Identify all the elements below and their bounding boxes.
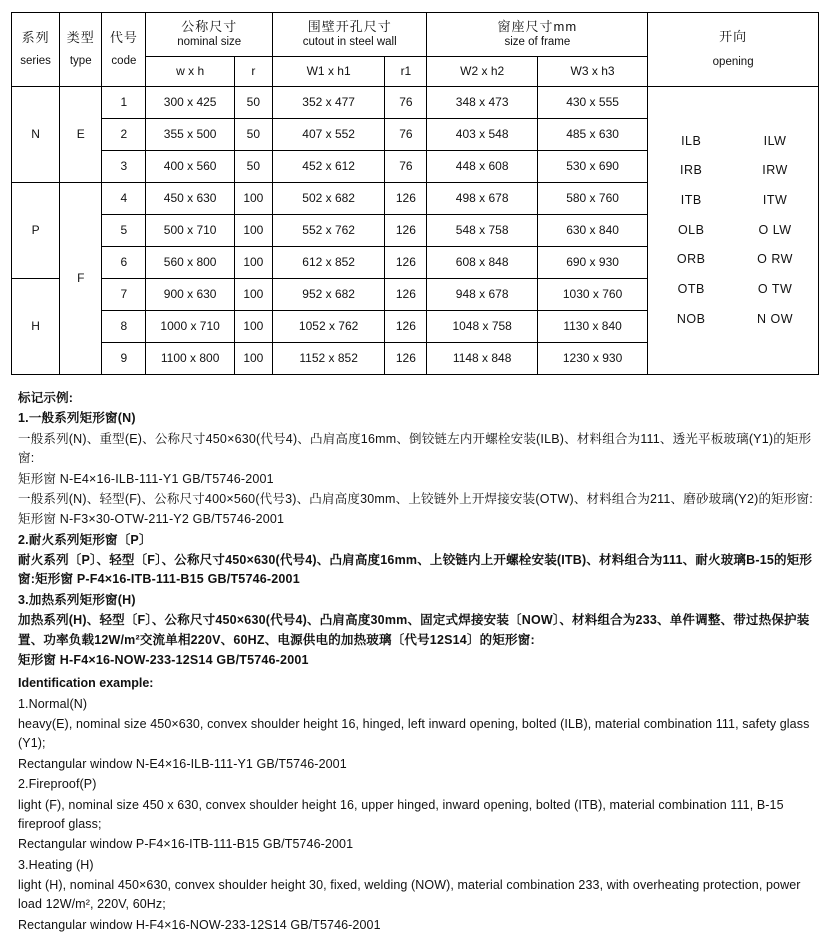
opening-code-left: NOB [676,311,706,326]
cell-cutout-r1: 126 [385,183,427,215]
cell-frame-w3h3: 1230 x 930 [537,343,647,375]
cell-nominal-r: 50 [234,151,272,183]
opening-code-row [649,223,817,239]
note-en-line: Rectangular window N-E4×16-ILB-111-Y1 GB/T5746-2001 [18,756,347,771]
opening-code-right: IRW [762,163,788,178]
cell-nominal-r: 50 [234,119,272,151]
cell-cutout-w1h1: 1052 x 762 [272,311,384,343]
cell-nominal-r: 100 [234,215,272,247]
cell-frame-w3h3: 530 x 690 [537,151,647,183]
cell-cutout-w1h1: 452 x 612 [272,151,384,183]
cell-cutout-r1: 126 [385,215,427,247]
header-series-en: series [20,55,51,68]
cell-cutout-w1h1: 407 x 552 [272,119,384,151]
cell-nominal-wh: 450 x 630 [146,183,234,215]
note-en-line: heavy(E), nominal size 450×630, convex shoulder height 16, hinged, left inward opening, bolted (ILB), material combination 111, safety glass (Y1); [18,717,810,751]
cell-nominal-r: 100 [234,343,272,375]
cell-code: 7 [102,279,146,311]
header-series-cn: 系列 [21,30,50,46]
table-header-row-top [12,13,819,57]
opening-code-left: ILB [681,133,702,148]
note-cn-line: 矩形窗 N-E4×16-ILB-111-Y1 GB/T5746-2001 [18,471,274,486]
cell-code: 6 [102,247,146,279]
cell-code: 4 [102,183,146,215]
header-series [12,13,60,87]
cell-cutout-r1: 76 [385,119,427,151]
opening-code-right: ILW [763,133,787,148]
cell-code: 5 [102,215,146,247]
cell-cutout-r1: 76 [385,87,427,119]
cell-nominal-wh: 900 x 630 [146,279,234,311]
note-cn-line: 一般系列(N)、轻型(F)、公称尺寸400×560(代号3)、凸肩高度30mm、上铰链外上开焊接安装(OTW)、材料组合为211、磨砂玻璃(Y2)的矩形窗: [18,491,813,506]
note-en-line: light (F), nominal size 450 x 630, convex shoulder height 16, upper hinged, inward opening, bolted (ITB), material combination 111, B-15 fireproof glass; [18,797,784,831]
cell-frame-w3h3: 1130 x 840 [537,311,647,343]
cell-frame-w3h3: 1030 x 760 [537,279,647,311]
note-en-line: 1.Normal(N) [18,696,88,711]
header-type-cn: 类型 [66,30,95,46]
cell-nominal-r: 100 [234,311,272,343]
cell-type-e: E [60,87,102,183]
cell-nominal-wh: 400 x 560 [146,151,234,183]
cell-nominal-r: 100 [234,247,272,279]
cell-type-f: F [60,183,102,375]
cell-frame-w2h2: 498 x 678 [427,183,537,215]
cell-frame-w2h2: 403 x 548 [427,119,537,151]
cell-nominal-r: 100 [234,279,272,311]
opening-code-right: O LW [758,222,792,237]
notes-section [18,389,816,935]
header-cutout-cn: 围壁开孔尺寸 [307,19,392,35]
cell-code: 2 [102,119,146,151]
cell-cutout-r1: 76 [385,151,427,183]
cell-frame-w3h3: 430 x 555 [537,87,647,119]
cell-frame-w2h2: 608 x 848 [427,247,537,279]
cell-cutout-w1h1: 612 x 852 [272,247,384,279]
note-cn-line: 一般系列(N)、重型(E)、公称尺寸450×630(代号4)、凸肩高度16mm、倒铰链左内开螺栓安装(ILB)、材料组合为111、透光平板玻璃(Y1)的矩形窗: [18,431,812,466]
header-code [102,13,146,87]
header-nominal-en: nominal size [177,36,242,49]
cell-nominal-wh: 500 x 710 [146,215,234,247]
table-row [12,87,819,119]
header-frame-en: size of frame [504,36,571,49]
header-code-en: code [111,55,137,68]
header-nominal-cn: 公称尺寸 [181,19,238,35]
cell-cutout-w1h1: 1152 x 852 [272,343,384,375]
header-frame-w2h2: W2 x h2 [427,57,537,87]
cell-opening-codes [648,87,819,375]
cell-frame-w3h3: 630 x 840 [537,215,647,247]
note-cn-line: 矩形窗 N-F3×30-OTW-211-Y2 GB/T5746-2001 [18,512,285,527]
cell-cutout-r1: 126 [385,247,427,279]
opening-code-right: O TW [757,281,793,296]
identification-example-title: Identification example: [18,676,154,691]
note-en-line: 3.Heating (H) [18,857,94,872]
notes-title-cn: 标记示例: [18,391,74,405]
opening-code-left: IRB [680,163,703,178]
cell-frame-w3h3: 485 x 630 [537,119,647,151]
cell-frame-w2h2: 948 x 678 [427,279,537,311]
header-code-cn: 代号 [109,30,138,46]
cell-nominal-r: 50 [234,87,272,119]
header-frame-w3h3: W3 x h3 [537,57,647,87]
opening-code-right: O RW [757,252,793,267]
opening-code-row [649,252,817,268]
note-cn-line: 矩形窗 H-F4×16-NOW-233-12S14 GB/T5746-2001 [18,652,309,667]
cell-series-h: H [12,279,60,375]
header-cutout [272,13,427,57]
header-cutout-r1: r1 [385,57,427,87]
opening-code-row [649,312,817,328]
opening-code-row [649,282,817,298]
cell-cutout-r1: 126 [385,343,427,375]
cell-code: 3 [102,151,146,183]
cell-cutout-w1h1: 552 x 762 [272,215,384,247]
opening-code-left: OLB [677,222,705,237]
note-cn-line: 耐火系列〔P〕、轻型〔F〕、公称尺寸450×630(代号4)、凸肩高度16mm、上铰链内上开螺栓安装(ITB)、材料组合为111、耐火玻璃B-15的矩形窗:矩形窗 P-F4×16-ITB-111-B15 GB/T5746-2001 [18,553,813,587]
cell-cutout-w1h1: 502 x 682 [272,183,384,215]
header-opening [648,13,819,87]
cell-frame-w2h2: 348 x 473 [427,87,537,119]
opening-code-row [649,134,817,150]
header-nominal-wh: w x h [146,57,234,87]
cell-nominal-wh: 355 x 500 [146,119,234,151]
note-cn-line: 2.耐火系列矩形窗〔P〕 [18,532,152,547]
header-cutout-w1h1: W1 x h1 [272,57,384,87]
cell-code: 8 [102,311,146,343]
cell-nominal-r: 100 [234,183,272,215]
header-cutout-en: cutout in steel wall [302,36,397,49]
cell-nominal-wh: 1100 x 800 [146,343,234,375]
header-type [60,13,102,87]
cell-code: 1 [102,87,146,119]
cell-code: 9 [102,343,146,375]
cell-frame-w3h3: 690 x 930 [537,247,647,279]
cell-cutout-r1: 126 [385,311,427,343]
header-nominal-r: r [234,57,272,87]
cell-nominal-wh: 560 x 800 [146,247,234,279]
opening-code-right: N OW [757,311,794,326]
header-frame-cn: 窗座尺寸mm [497,19,578,35]
note-cn-line: 3.加热系列矩形窗(H) [18,592,136,607]
cell-series-p: P [12,183,60,279]
opening-code-row [649,163,817,179]
header-frame [427,13,648,57]
header-opening-en: opening [712,56,754,69]
header-type-en: type [69,55,92,68]
opening-code-left: ITB [680,193,702,208]
note-en-line: Rectangular window P-F4×16-ITB-111-B15 GB/T5746-2001 [18,837,354,852]
note-en-line: 2.Fireproof(P) [18,777,97,792]
opening-code-left: ORB [676,252,706,267]
cell-frame-w2h2: 1148 x 848 [427,343,537,375]
header-nominal [146,13,272,57]
note-en-line: Rectangular window H-F4×16-NOW-233-12S14 GB/T5746-2001 [18,917,381,932]
opening-code-right: ITW [762,193,788,208]
cell-frame-w2h2: 548 x 758 [427,215,537,247]
cell-series-n: N [12,87,60,183]
cell-cutout-w1h1: 952 x 682 [272,279,384,311]
cell-cutout-w1h1: 352 x 477 [272,87,384,119]
note-en-line: light (H), nominal 450×630, convex shoulder height 30, fixed, welding (NOW), material combination 233, with overheating protection, power load 12W/m², 220V, 60Hz; [18,878,801,912]
cell-frame-w2h2: 448 x 608 [427,151,537,183]
opening-code-row [649,193,817,209]
cell-nominal-wh: 300 x 425 [146,87,234,119]
cell-frame-w3h3: 580 x 760 [537,183,647,215]
cell-cutout-r1: 126 [385,279,427,311]
cell-frame-w2h2: 1048 x 758 [427,311,537,343]
opening-code-left: OTB [677,281,705,296]
cell-nominal-wh: 1000 x 710 [146,311,234,343]
note-cn-line: 1.一般系列矩形窗(N) [18,411,136,426]
header-opening-cn: 开向 [719,29,748,45]
note-cn-line: 加热系列(H)、轻型〔F〕、公称尺寸450×630(代号4)、凸肩高度30mm、固定式焊接安装〔NOW〕、材料组合为233、单件调整、带过热保护装置、功率负载12W/m²交流单相220V、60HZ、电源供电的加热玻璃〔代号12S14〕的矩形窗: [18,613,810,647]
specification-table [11,12,819,375]
